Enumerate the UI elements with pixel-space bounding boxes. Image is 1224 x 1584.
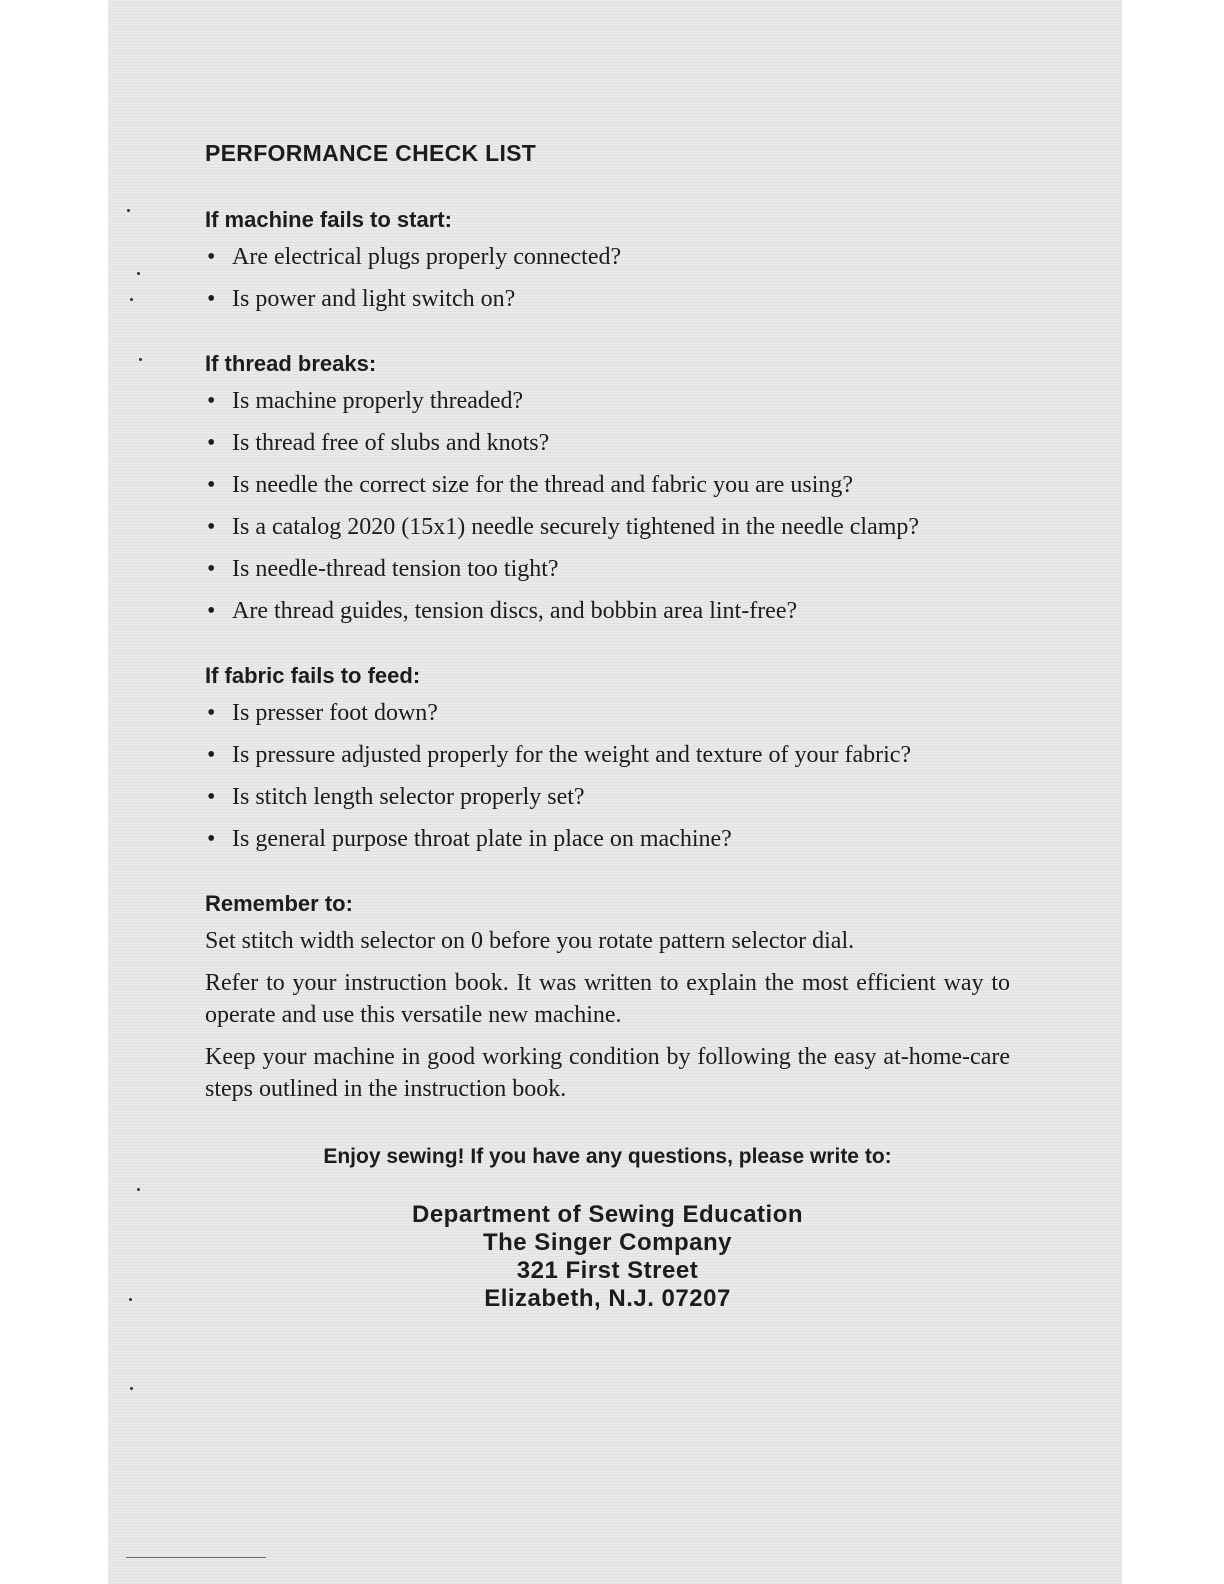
section-machine-fails-to-start [205,207,1010,315]
checklist-item: • Is presser foot down? [205,697,1010,729]
section-heading: If machine fails to start: [205,207,452,232]
scan-speck [130,1387,133,1390]
section-thread-breaks [205,351,1010,627]
scan-speck [129,1298,132,1301]
section-remember [205,891,1010,1105]
scan-speck [137,272,140,275]
checklist-item: • Is power and light switch on? [205,283,1010,315]
mailing-address [205,1201,1010,1313]
checklist-item: • Is thread free of slubs and knots? [205,427,1010,459]
bottom-edge-line [126,1557,266,1558]
checklist-item: • Is stitch length selector properly set? [205,781,1010,813]
page-title: PERFORMANCE CHECK LIST [205,140,537,166]
checklist-item: • Is machine properly threaded? [205,385,1010,417]
section-fabric-fails-to-feed [205,663,1010,855]
checklist-item: • Is pressure adjusted properly for the weight and texture of your fabric? [205,739,1010,771]
address-company: The Singer Company [482,1229,733,1256]
checklist-item: • Is general purpose throat plate in place on machine? [205,823,1010,855]
remember-paragraph: Set stitch width selector on 0 before you rotate pattern selector dial. [205,928,855,954]
section-heading: If fabric fails to feed: [205,663,421,688]
address-street: 321 First Street [516,1257,699,1284]
section-heading: Remember to: [205,891,353,916]
checklist-item: • Are thread guides, tension discs, and bobbin area lint-free? [205,595,1010,627]
checklist [205,385,1010,627]
section-heading: If thread breaks: [205,351,377,376]
checklist-item: • Are electrical plugs properly connected? [205,241,1010,273]
checklist-item: • Is needle the correct size for the thread and fabric you are using? [205,469,1010,501]
address-city: Elizabeth, N.J. 07207 [484,1285,731,1312]
closing-line: Enjoy sewing! If you have any questions, please write to: [323,1145,892,1168]
scan-speck [130,298,133,301]
scan-speck [139,358,142,361]
address-department: Department of Sewing Education [411,1201,804,1228]
checklist-item: • Is a catalog 2020 (15x1) needle securely tightened in the needle clamp? [205,511,1010,543]
checklist [205,241,1010,315]
checklist [205,697,1010,855]
remember-paragraph: Refer to your instruction book. It was written to explain the most efficient way to operate and use this versatile new machine. [205,970,1010,1028]
scan-speck [127,209,130,212]
document-body [205,140,1010,1313]
remember-paragraph: Keep your machine in good working condition by following the easy at-home-care steps outlined in the instruction book. [205,1044,1010,1102]
scan-speck [137,1188,140,1191]
checklist-item: • Is needle-thread tension too tight? [205,553,1010,585]
